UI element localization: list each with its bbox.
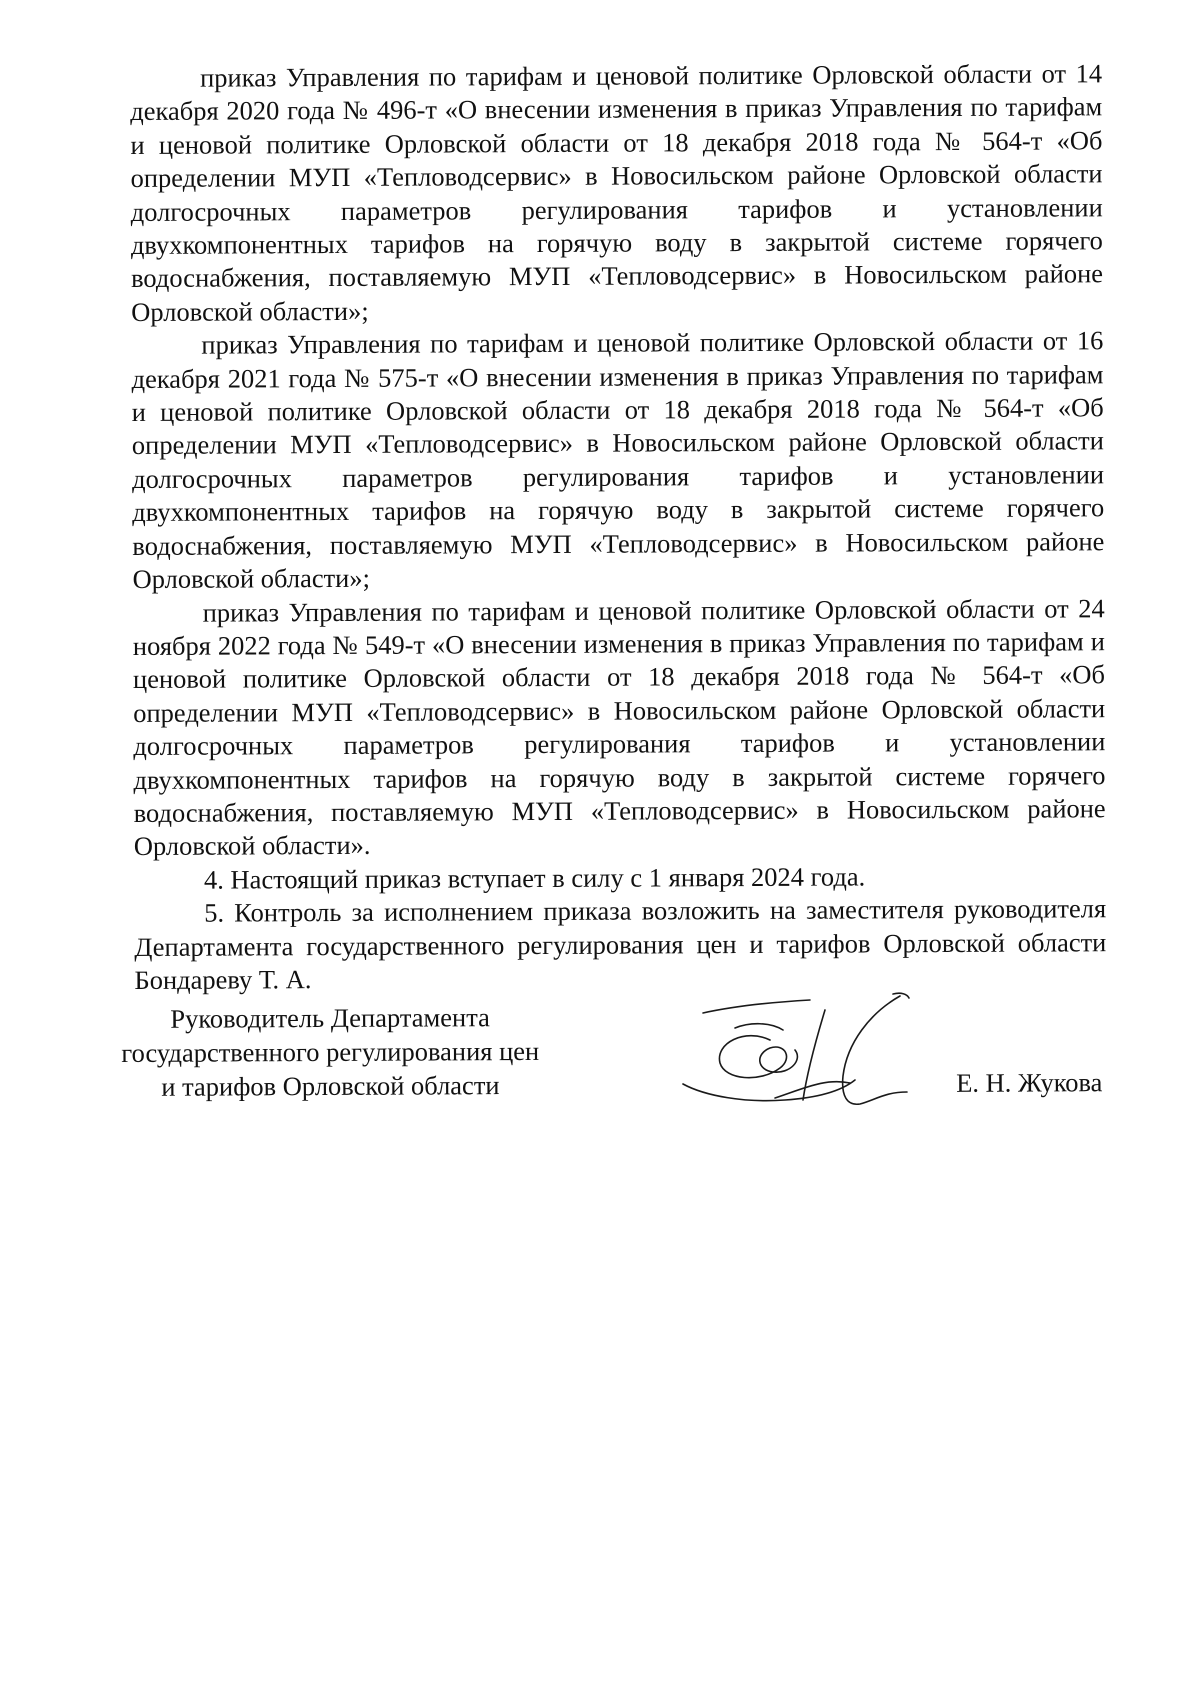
handwritten-signature (675, 988, 935, 1118)
paragraph-order-2021: приказ Управления по тарифам и ценовой политике Орловской области от 16 декабря 2021 года № 575-т «О внесении изменения в приказ Управления по тарифам и ценовой политике Орловской области от 18 декабря 2018 года № 564-т «Об определении МУП «Тепловодсервис» в Новосильском районе Орловской области долгосрочных параметров регулирования тарифов и установлении двухкомпонентных тарифов на горячую воду в закрытой системе горячего водоснабжения, поставляемую МУП «Тепловодсервис» в Новосильском районе Орловской области»; (131, 325, 1105, 595)
signatory-title (110, 1000, 550, 1104)
signature-block (110, 997, 1103, 1132)
signatory-title-line: государственного регулирования цен (121, 1035, 540, 1068)
document-body (130, 57, 1107, 997)
signature-stroke (843, 996, 907, 1104)
signature-stroke (703, 1000, 810, 1013)
signature-stroke (683, 1080, 855, 1101)
signature-stroke (735, 1024, 783, 1030)
paragraph-order-2020: приказ Управления по тарифам и ценовой политике Орловской области от 14 декабря 2020 года № 496-т «О внесении изменения в приказ Управления по тарифам и ценовой политике Орловской области от 18 декабря 2018 года № 564-т «Об определении МУП «Тепловодсервис» в Новосильском районе Орловской области долгосрочных параметров регулирования тарифов и установлении двухкомпонентных тарифов на горячую воду в закрытой системе горячего водоснабжения, поставляемую МУП «Тепловодсервис» в Новосильском районе Орловской области»; (130, 58, 1104, 327)
signatory-title-line: Руководитель Департамента (170, 1002, 490, 1034)
paragraph-control: 5. Контроль за исполнением приказа возложить на заместителя руководителя Департамента государственного регулирования цен и тарифов Орловской области Бондареву Т. А. (134, 893, 1107, 995)
signature-stroke (719, 1036, 797, 1078)
signature-stroke (893, 993, 909, 998)
signatory-title-line: и тарифов Орловской области (161, 1070, 500, 1102)
paragraph-effective-date: 4. Настоящий приказ вступает в силу с 1 января 2024 года. (203, 861, 866, 895)
paragraph-order-2022: приказ Управления по тарифам и ценовой политике Орловской области от 24 ноября 2022 года № 549-т «О внесении изменения в приказ Управления по тарифам и ценовой политике Орловской области от 18 декабря 2018 года № 564-т «Об определении МУП «Тепловодсервис» в Новосильском районе Орловской области долгосрочных параметров регулирования тарифов и установлении двухкомпонентных тарифов на горячую воду в закрытой системе горячего водоснабжения, поставляемую МУП «Тепловодсервис» в Новосильском районе Орловской области». (132, 592, 1106, 862)
signatory-name: Е. Н. Жукова (956, 1067, 1103, 1098)
